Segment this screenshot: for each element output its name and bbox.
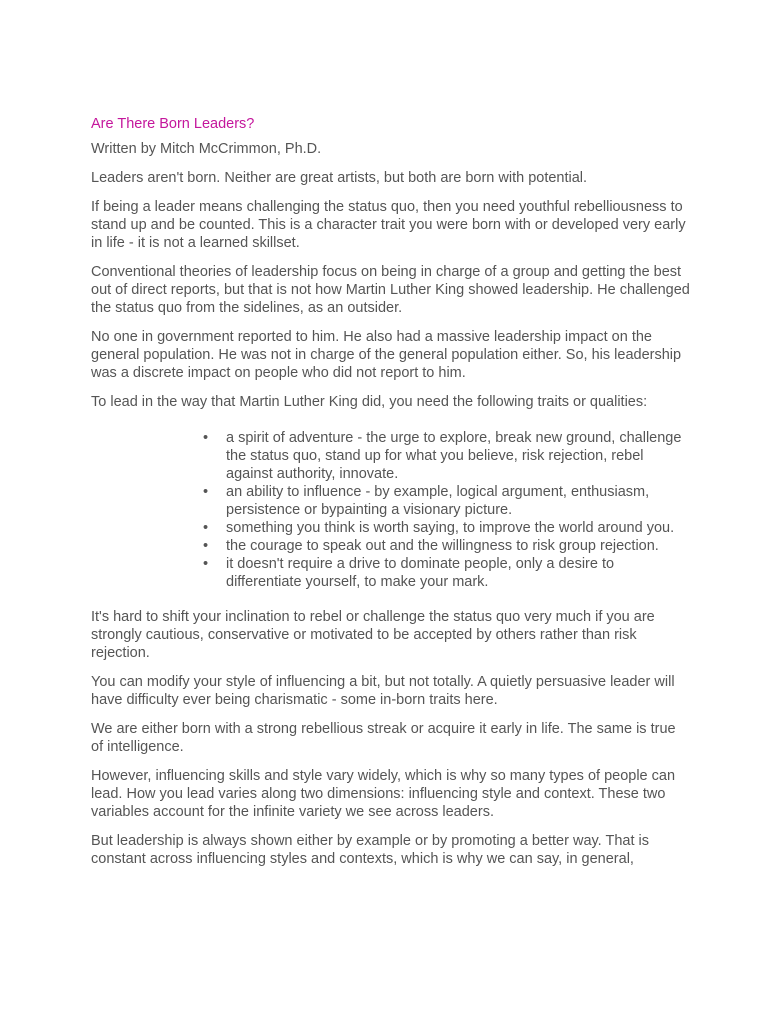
paragraph: If being a leader means challenging the status quo, then you need youthful rebelliousness to stand up and be counted. This is a character trait you were born with or developed very early in life - it is not a learned skillset. <box>91 199 686 251</box>
paragraph: Conventional theories of leadership focus on being in charge of a group and getting the best out of direct reports, but that is not how Martin Luther King showed leadership. He challenged the status quo from the sidelines, as an outsider. <box>91 264 690 316</box>
paragraph: No one in government reported to him. He also had a massive leadership impact on the general population. He was not in charge of the general population either. So, his leadership was a discrete impact on people who did not report to him. <box>91 329 682 381</box>
paragraph: We are either born with a strong rebellious streak or acquire it early in life. The same is true of intelligence. <box>91 721 676 755</box>
list-item <box>203 537 691 555</box>
bullet-icon: • <box>203 430 209 446</box>
traits-list <box>91 429 691 591</box>
list-item-text: the courage to speak out and the willingness to risk group rejection. <box>226 538 659 554</box>
list-item-text: something you think is worth saying, to improve the world around you. <box>226 520 675 536</box>
list-item <box>203 519 691 537</box>
list-item <box>203 555 691 591</box>
list-item <box>203 429 691 483</box>
bullet-icon: • <box>203 484 209 500</box>
list-item <box>203 483 691 519</box>
article <box>91 115 691 879</box>
bullet-icon: • <box>203 520 209 536</box>
bullet-icon: • <box>203 538 209 554</box>
paragraph: It's hard to shift your inclination to rebel or challenge the status quo very much if you are strongly cautious, conservative or motivated to be accepted by others rather than risk rejection. <box>91 609 655 661</box>
article-byline: Written by Mitch McCrimmon, Ph.D. <box>91 141 322 157</box>
list-item-text: it doesn't require a drive to dominate people, only a desire to differentiate yourself, to make your mark. <box>226 556 615 590</box>
list-item-text: an ability to influence - by example, logical argument, enthusiasm, persistence or bypainting a visionary picture. <box>226 484 650 518</box>
paragraph: However, influencing skills and style vary widely, which is why so many types of people can lead. How you lead varies along two dimensions: influencing style and context. These two variables account for the infinite variety we see across leaders. <box>91 768 676 820</box>
list-item-text: a spirit of adventure - the urge to explore, break new ground, challenge the status quo, stand up for what you believe, risk rejection, rebel against authority, innovate. <box>226 430 682 482</box>
paragraph: But leadership is always shown either by example or by promoting a better way. That is constant across influencing styles and contexts, which is why we can say, in general, <box>91 833 649 867</box>
paragraph: Leaders aren't born. Neither are great artists, but both are born with potential. <box>91 170 588 186</box>
bullet-icon: • <box>203 556 209 572</box>
paragraph: To lead in the way that Martin Luther King did, you need the following traits or qualities: <box>91 394 648 410</box>
article-title: Are There Born Leaders? <box>91 116 255 132</box>
paragraph: You can modify your style of influencing a bit, but not totally. A quietly persuasive leader will have difficulty ever being charismatic - some in-born traits here. <box>91 674 675 708</box>
